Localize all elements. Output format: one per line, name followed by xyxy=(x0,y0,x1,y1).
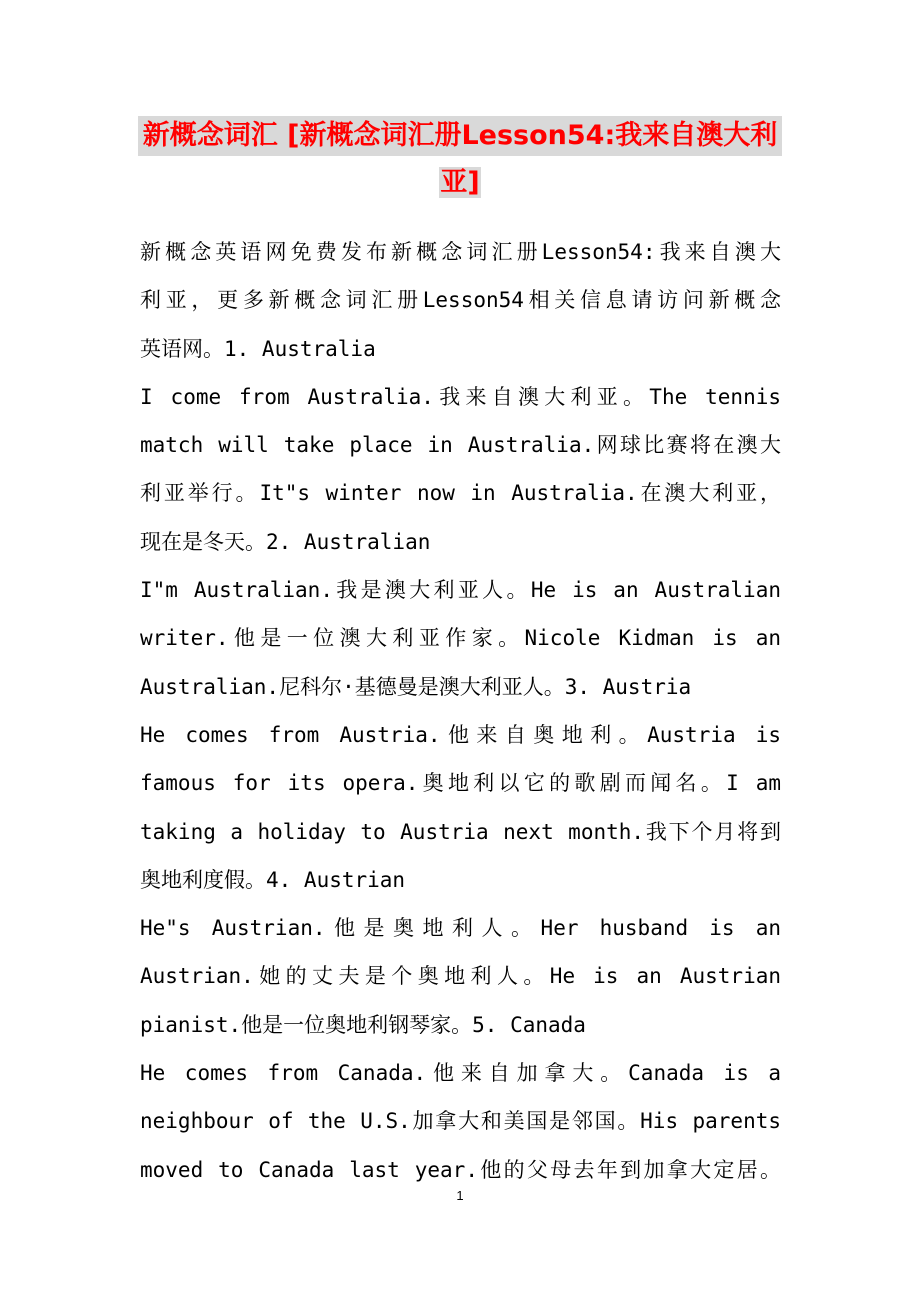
body-line: He"s Austrian.他是奥地利人。Her husband is an xyxy=(140,916,781,941)
title-text: 新概念词汇 [新概念词汇册Lesson54:我来自澳大利 xyxy=(138,116,782,156)
body-line: I come from Australia.我来自澳大利亚。The tennis xyxy=(140,384,781,409)
body-line: 奥地利度假。4. Austrian xyxy=(140,867,406,892)
body-line: neighbour of the U.S.加拿大和美国是邻国。His parents xyxy=(140,1109,781,1134)
body-line: taking a holiday to Austria next month.我下个月将到 xyxy=(140,819,781,844)
body-line: 利亚，更多新概念词汇册Lesson54相关信息请访问新概念 xyxy=(140,288,781,313)
body-line: 现在是冬天。2. Australian xyxy=(140,529,431,554)
title-text: 亚] xyxy=(440,167,480,198)
body-line: pianist.他是一位奥地利钢琴家。5. Canada xyxy=(140,1012,586,1037)
document-title-line-1 xyxy=(138,116,782,156)
body-line: 利亚举行。It"s winter now in Australia.在澳大利亚， xyxy=(140,481,781,506)
body-line: moved to Canada last year.他的父母去年到加拿大定居。 xyxy=(140,1157,781,1182)
document-body xyxy=(140,228,781,1194)
body-line: I"m Australian.我是澳大利亚人。He is an Australian xyxy=(140,578,781,603)
document-title-line-2 xyxy=(138,163,782,203)
page-number: 1 xyxy=(456,1188,464,1203)
body-line: Australian.尼科尔·基德曼是澳大利亚人。3. Austria xyxy=(140,674,692,699)
body-line: He comes from Austria.他来自奥地利。Austria is xyxy=(140,722,781,747)
body-line: match will take place in Australia.网球比赛将在澳大 xyxy=(140,433,781,458)
body-line: 英语网。1. Australia xyxy=(140,336,376,361)
body-line: 新概念英语网免费发布新概念词汇册Lesson54:我来自澳大 xyxy=(140,240,781,264)
body-line: famous for its opera.奥地利以它的歌剧而闻名。I am xyxy=(140,771,781,796)
body-line: Austrian.她的丈夫是个奥地利人。He is an Austrian xyxy=(140,964,781,989)
body-line: writer.他是一位澳大利亚作家。Nicole Kidman is an xyxy=(140,626,781,651)
body-line: He comes from Canada.他来自加拿大。Canada is a xyxy=(140,1061,781,1086)
